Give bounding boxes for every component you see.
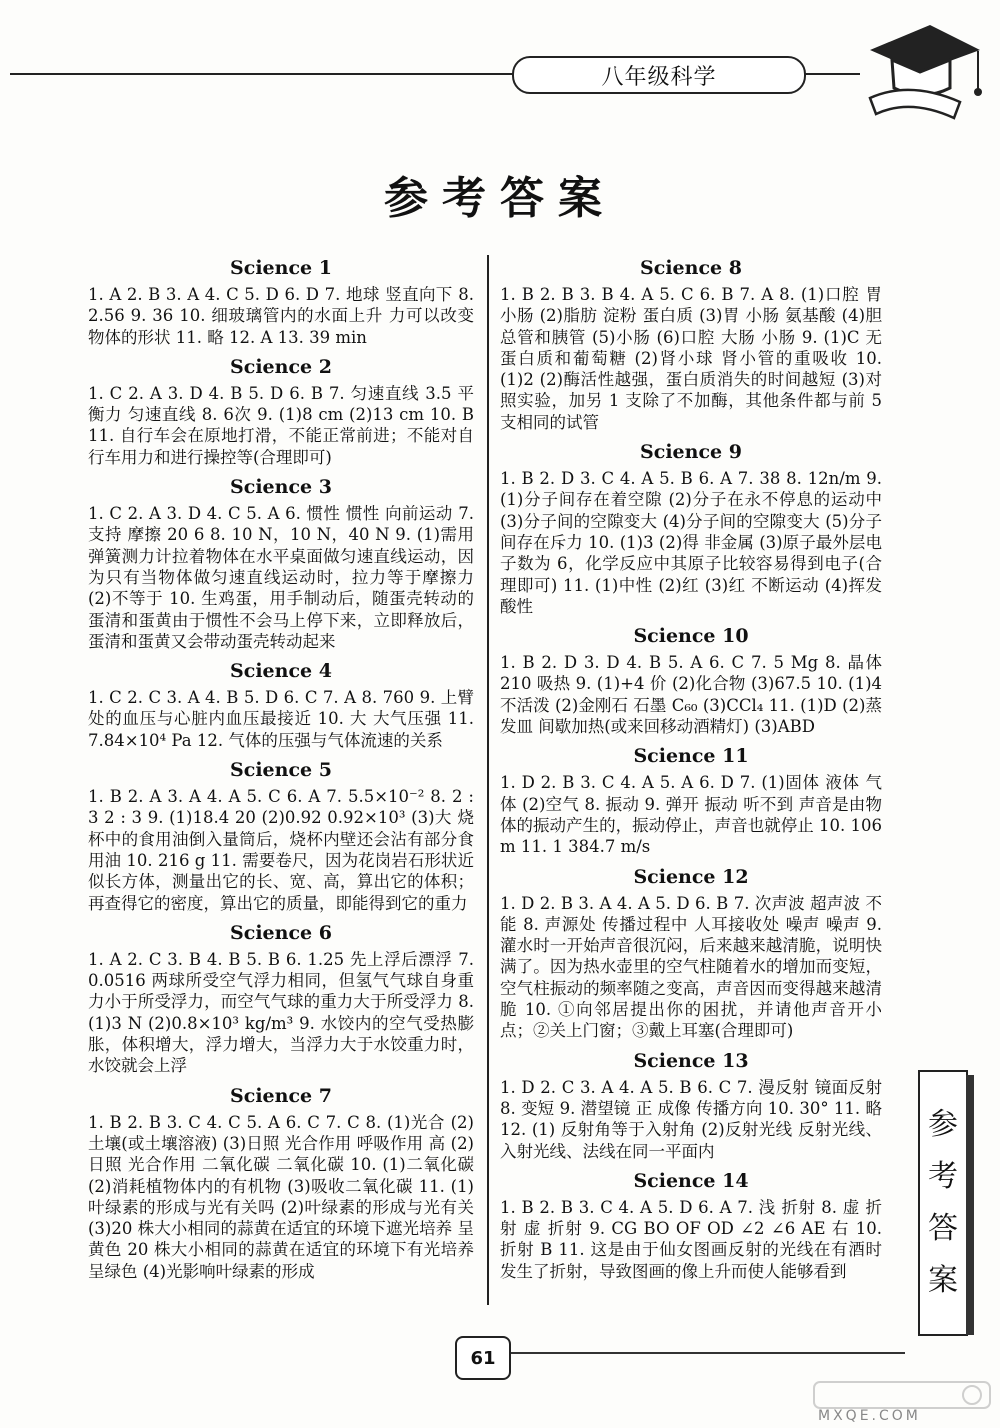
section-title: Science 8 (640, 257, 742, 279)
side-tab-shadow (966, 1075, 974, 1335)
section-body: 1. C 2. A 3. D 4. B 5. D 6. B 7. 匀速直线 3.5 平衡力 匀速直线 8. 6次 9. (1)8 cm (2)13 cm 10. B 11. 自行车会在原地打滑，不能正常前进；不能对自行车用力和进行操控等(合理即可) (88, 383, 474, 467)
answer-section (500, 743, 882, 857)
page-title: 参考答案 (384, 173, 616, 224)
section-body: 1. D 2. B 3. A 4. A 5. D 6. B 7. 次声波 超声波 不能 8. 声源处 传播过程中 人耳接收处 噪声 噪声 9. 灌水时一开始声音很沉闷，后来越来越清脆，说明快满了。因为热水壶里的空气柱随着水的增加而变短，空气柱振动的频率随之变高，声音因而变得越来越清脆 10. ①向邻居提出你的困扰，并请他声音开小点；②关上门窗；③戴上耳塞(合理即可) (500, 893, 882, 1041)
answer-section (88, 920, 474, 1077)
answer-section (500, 1168, 882, 1282)
answer-section (88, 658, 474, 751)
section-body: 1. C 2. A 3. D 4. C 5. A 6. 惯性 惯性 向前运动 7. 支持 摩擦 20 6 8. 10 N，10 N，40 N 9. (1)需用弹簧测力计拉着物体在水平桌面做匀速直线运动，因为只有当物体做匀速直线运动时，拉力等于摩擦力 (2)不等于 10. 生鸡蛋，用手制动后，随蛋壳转动的蛋清和蛋黄由于惯性不会马上停下来，立即释放后，蛋清和蛋黄又会带动蛋壳转动起来 (88, 504, 474, 651)
section-body: 1. C 2. C 3. A 4. B 5. D 6. C 7. A 8. 760 9. 上臂处的血压与心脏内血压最接近 10. 大 大气压强 11. 7.84×10⁴ Pa 12. 气体的压强与气体流速的关系 (88, 688, 474, 750)
section-body: 1. D 2. B 3. C 4. A 5. A 6. D 7. (1)固体 液体 气体 (2)空气 8. 振动 9. 弹开 振动 听不到 声音是由物体的振动产生的，振动停止，声音也就停止 10. 106 m 11. 1 384.7 m/s (500, 773, 882, 857)
section-body: 1. B 2. D 3. D 4. B 5. A 6. C 7. 5 Mg 8. 晶体 210 吸热 9. (1)+4 价 (2)化合物 (3)67.5 10. (1)4 不活泼 (2)金刚石 石墨 C₆₀ (3)CCl₄ 11. (1)D (2)蒸发皿 间歇加热(或来回移动酒精灯) (3)ABD (500, 653, 882, 737)
answers-right-column (500, 255, 882, 1288)
section-body: 1. B 2. B 3. B 4. A 5. C 6. B 7. A 8. (1)口腔 胃 小肠 (2)脂肪 淀粉 蛋白质 (3)胃 小肠 氨基酸 (4)胆总管和胰管 (5)小肠 (6)口腔 大肠 小肠 9. (1)C 无蛋白质和葡萄糖 (2)肾小球 肾小管的重吸收 10. (1)2 (2)酶活性越强，蛋白质消失的时间越短 (3)对照实验，加另 1 支除了不加酶，其他条件都与前 5 支相同的试管 (500, 285, 882, 432)
answer-section (500, 864, 882, 1042)
answers-left-column (88, 255, 474, 1288)
section-title: Science 2 (230, 355, 332, 378)
answer-section (88, 1083, 474, 1282)
section-body: 1. B 2. D 3. C 4. A 5. B 6. A 7. 38 8. 12n/m 9. (1)分子间存在着空隙 (2)分子在永不停息的运动中 (3)分子间的空隙变大 (4)分子间的空隙变大 (5)分子间存在斥力 10. (1)3 (2)得 非金属 (3)原子最外层电子数为 6，化学反应中其原子比较容易得到电子(合理即可) 11. (1)中性 (2)红 (3)红 不断运动 (4)挥发 酸性 (500, 469, 882, 616)
answer-section (88, 255, 474, 348)
answer-section (88, 757, 474, 914)
section-body: 1. A 2. B 3. A 4. C 5. D 6. D 7. 地球 竖直向下 8. 2.56 9. 36 10. 细玻璃管内的水面上升 力可以改变物体的形状 11. 略 12. A 13. 39 min (88, 285, 474, 347)
section-title: Science 10 (633, 625, 749, 648)
section-body: 1. B 2. B 3. C 4. A 5. D 6. A 7. 浅 折射 8. 虚 折射 虚 折射 9. CG BO OF OD ∠2 ∠6 AE 右 10. 折射 B 11. 这是由于仙女图画反射的光线在有酒时发生了折射，导致图画的像上升而使人能够看到 (500, 1197, 882, 1281)
section-title: Science 14 (633, 1169, 749, 1192)
section-title: Science 6 (230, 921, 332, 944)
side-tab-label: 参考答案 (928, 1107, 958, 1298)
page-number: 61 (455, 1336, 511, 1380)
answer-section (500, 1048, 882, 1162)
column-divider (487, 255, 489, 1305)
section-title: Science 12 (633, 865, 749, 888)
section-body: 1. B 2. A 3. A 4. A 5. C 6. A 7. 5.5×10⁻² 8. 2 : 3 2 : 3 9. (1)18.4 20 (2)0.92 0.92×10³ (3)大 烧杯中的食用油倒入量筒后，烧杯内壁还会沾有部分食用油 10. 216 g 11. 需要卷尺，因为花岗岩石形状近似长方体，测量出它的长、宽、高，算出它的体积；再查得它的密度，算出它的质量，即能得到它的重力 (88, 787, 474, 913)
answer-section (500, 623, 882, 737)
graduation-cap-icon (850, 10, 990, 130)
section-title: Science 11 (633, 745, 749, 768)
watermark-text: MXQE.COM (818, 1408, 921, 1424)
section-body: 1. A 2. C 3. B 4. B 5. B 6. 1.25 先上浮后漂浮 7. 0.0516 两球所受空气浮力相同，但氢气气球自身重力小于所受浮力，而空气气球的重力大于所受浮力 8. (1)3 N (2)0.8×10³ kg/m³ 9. 水饺内的空气受热膨胀，体积增大，浮力增大，当浮力大于水饺重力时，水饺就会上浮 (88, 949, 474, 1076)
answer-section (88, 354, 474, 468)
answer-section (88, 474, 474, 652)
answer-section (500, 255, 882, 433)
side-tab (918, 1070, 968, 1336)
section-title: Science 5 (230, 759, 332, 782)
section-title: Science 13 (633, 1049, 749, 1072)
section-title: Science 1 (230, 257, 332, 279)
section-body: 1. B 2. B 3. C 4. C 5. A 6. C 7. C 8. (1)光合 (2)土壤(或土壤溶液) (3)日照 光合作用 呼吸作用 高 (2)日照 光合作用 二氧化碳 二氧化碳 10. (1)二氧化碳 (2)消耗植物体内的有机物 (3)吸收二氧化碳 11. (1)叶绿素的形成与光有关吗 (2)叶绿素的形成与光有关 (3)20 株大小相同的蒜黄在适宜的环境下遮光培养 呈黄色 20 株大小相同的蒜黄在适宜的环境下有光培养 呈绿色 (4)光影响叶绿素的形成 (88, 1112, 474, 1281)
answer-section (500, 439, 882, 617)
header-tab (512, 56, 806, 94)
header-tab-label: 八年级科学 (601, 64, 717, 90)
section-title: Science 3 (230, 476, 332, 499)
footer-rule (505, 1352, 905, 1354)
section-title: Science 4 (230, 660, 332, 683)
section-title: Science 9 (640, 441, 742, 464)
section-body: 1. D 2. C 3. A 4. A 5. B 6. C 7. 漫反射 镜面反射 8. 变短 9. 潜望镜 正 成像 传播方向 10. 30° 11. 略 12. (1) 反射角等于入射角 (2)反射光线 反射光线、入射光线、法线在同一平面内 (500, 1077, 882, 1161)
section-title: Science 7 (230, 1084, 332, 1107)
